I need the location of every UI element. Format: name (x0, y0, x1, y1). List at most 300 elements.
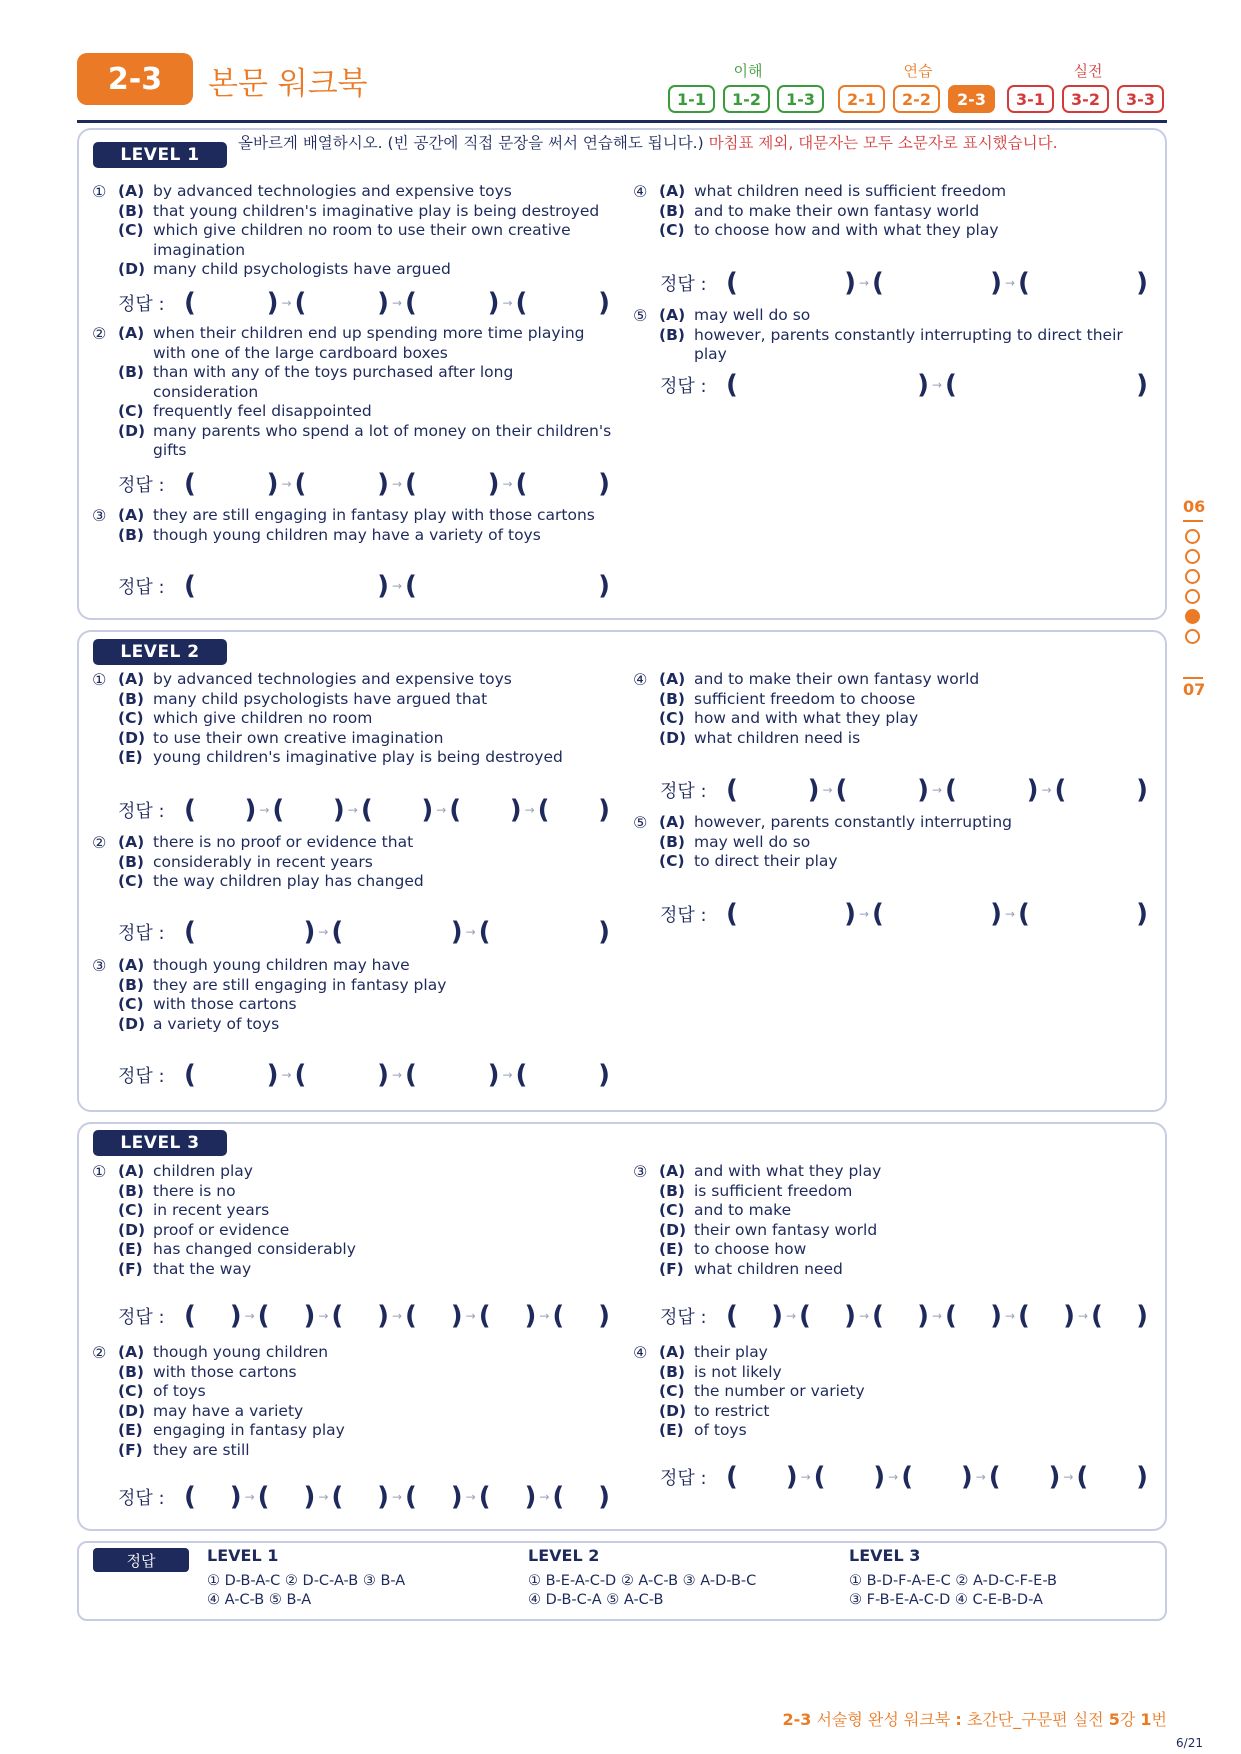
question-number: ③ (92, 956, 107, 975)
answer-line[interactable] (660, 1301, 1148, 1331)
close-paren: ) (598, 1060, 610, 1090)
page-number: 6/21 (1176, 1736, 1203, 1750)
answer-label: 정답 : (660, 1307, 707, 1328)
answer-slot[interactable] (361, 797, 433, 823)
question-options (118, 1162, 622, 1279)
option-text: what children need (694, 1259, 843, 1278)
option-letter: (A) (118, 670, 145, 688)
close-paren: ) (785, 1462, 798, 1492)
answer-slot[interactable] (258, 1484, 316, 1510)
close-paren: ) (377, 288, 389, 318)
close-paren: ) (1136, 370, 1148, 400)
answer-label: 정답 : (118, 475, 165, 496)
option-text: a variety of toys (153, 1014, 280, 1033)
open-paren: ( (813, 1462, 826, 1492)
option-item (118, 202, 622, 222)
open-paren: ( (988, 1462, 1001, 1492)
answer-slot[interactable] (184, 290, 279, 316)
option-item (118, 833, 622, 853)
answer-slot[interactable] (552, 1484, 610, 1510)
answer-slot[interactable] (516, 290, 611, 316)
option-text: may well do so (694, 832, 811, 851)
option-text: may well do so (694, 306, 811, 324)
option-letter: (E) (659, 1240, 684, 1258)
answer-slot[interactable] (901, 1464, 973, 1490)
close-paren: ) (487, 1060, 500, 1090)
option-letter: (B) (118, 1362, 144, 1381)
option-item (118, 221, 622, 260)
answer-slot[interactable] (726, 1464, 798, 1490)
close-paren: ) (960, 1462, 973, 1492)
open-paren: ( (1091, 1301, 1103, 1331)
option-item (118, 1402, 622, 1422)
open-paren: ( (294, 1060, 307, 1090)
close-paren: ) (303, 917, 316, 947)
option-text: of toys (153, 1382, 206, 1400)
option-letter: (A) (118, 182, 145, 200)
open-paren: ( (1018, 899, 1030, 929)
option-letter: (A) (118, 1162, 145, 1180)
step-button-3-2[interactable]: 3-2 (1062, 85, 1109, 113)
arrow-icon: → (318, 925, 329, 939)
arrow-icon: → (858, 907, 870, 921)
option-item (659, 1201, 1153, 1221)
answer-label: 정답 : (118, 923, 165, 944)
answer-slot[interactable] (945, 1303, 1002, 1329)
option-item (659, 1402, 1153, 1422)
close-paren: ) (450, 917, 463, 947)
answer-slot[interactable] (405, 471, 500, 497)
option-text: many child psychologists have argued that (153, 689, 488, 708)
option-letter: (D) (118, 1401, 146, 1420)
close-paren: ) (990, 268, 1002, 298)
option-letter: (C) (118, 402, 144, 420)
close-paren: ) (873, 1462, 886, 1492)
answer-slot[interactable] (945, 777, 1039, 803)
option-item (659, 813, 1153, 833)
answer-slot[interactable] (272, 797, 344, 823)
footer-text-3: 강 (1119, 1710, 1141, 1729)
option-text: which give children no room (153, 709, 373, 727)
arrow-icon: → (1004, 907, 1016, 921)
open-paren: ( (405, 571, 417, 601)
open-paren: ( (1018, 268, 1030, 298)
option-text: what children need is (694, 728, 861, 747)
option-item (118, 182, 622, 202)
close-paren: ) (377, 1482, 390, 1512)
arrow-icon: → (391, 1490, 403, 1504)
close-paren: ) (990, 899, 1002, 929)
option-item (118, 324, 622, 363)
open-paren: ( (872, 1301, 884, 1331)
close-paren: ) (244, 795, 257, 825)
answer-slot[interactable] (726, 1303, 783, 1329)
question-options (118, 506, 622, 545)
answer-slot[interactable] (1055, 777, 1149, 803)
option-text: to direct their play (694, 852, 838, 870)
answer-slot[interactable] (184, 573, 389, 599)
option-item (659, 1343, 1153, 1363)
arrow-icon: → (539, 1490, 550, 1504)
question-number: ⑤ (633, 306, 648, 325)
answer-slot[interactable] (258, 1303, 316, 1329)
open-paren: ( (184, 1301, 196, 1331)
answer-slot[interactable] (1018, 901, 1148, 927)
close-paren: ) (598, 795, 611, 825)
answer-slot[interactable] (479, 1303, 537, 1329)
instruction-main: 올바르게 배열하시오. (빈 공간에 직접 문장을 써서 연습해도 됩니다.) (238, 134, 704, 152)
option-letter: (C) (118, 872, 144, 890)
arrow-icon: → (502, 477, 513, 491)
close-paren: ) (1026, 775, 1039, 805)
question-options (659, 1343, 1153, 1441)
option-text: by advanced technologies and expensive toys (153, 182, 512, 200)
option-text: has changed considerably (153, 1240, 356, 1258)
footer-item: 1 (1140, 1710, 1152, 1729)
option-item (118, 1182, 622, 1202)
arrow-icon: → (785, 1309, 797, 1323)
footer-separator: : (955, 1710, 962, 1729)
option-letter: (A) (118, 1343, 145, 1361)
arrow-icon: → (465, 1490, 476, 1504)
option-letter: (B) (118, 975, 144, 994)
open-paren: ( (1054, 775, 1067, 805)
close-paren: ) (917, 1301, 929, 1331)
answer-label: 정답 : (660, 781, 707, 802)
answer-slot[interactable] (295, 290, 390, 316)
answer-slot[interactable] (726, 270, 856, 296)
arrow-icon: → (281, 1068, 292, 1082)
open-paren: ( (360, 795, 373, 825)
answer-line[interactable] (118, 288, 610, 318)
answer-slot[interactable] (538, 797, 610, 823)
option-letter: (F) (118, 1259, 143, 1278)
answer-label: 정답 : (660, 1468, 707, 1489)
footer-text-4: 번 (1151, 1710, 1167, 1729)
open-paren: ( (515, 469, 528, 499)
option-text: when their children end up spending more time playing with one of the large cardboard boxes (153, 324, 585, 362)
arrow-icon: → (1063, 1470, 1074, 1484)
answer-slot[interactable] (1091, 1303, 1148, 1329)
answer-slot[interactable] (1076, 1464, 1148, 1490)
question-number: ① (92, 670, 107, 689)
option-text: to use their own creative imagination (153, 728, 444, 747)
option-letter: (A) (659, 670, 686, 688)
close-paren: ) (377, 571, 389, 601)
question-options (118, 1343, 622, 1460)
answer-line[interactable] (118, 917, 610, 947)
answer-slot[interactable] (872, 270, 1002, 296)
arrow-icon: → (502, 296, 513, 310)
arrow-icon: → (318, 1309, 329, 1323)
arrow-icon: → (888, 1470, 899, 1484)
close-paren: ) (524, 1301, 537, 1331)
option-text: that the way (153, 1259, 252, 1278)
option-item (118, 670, 622, 690)
close-paren: ) (229, 1482, 242, 1512)
option-item (118, 1363, 622, 1383)
option-letter: (B) (659, 325, 685, 344)
answer-slot[interactable] (405, 573, 610, 599)
step-button-2-2[interactable]: 2-2 (893, 85, 940, 113)
option-letter: (C) (118, 221, 144, 239)
answer-slot[interactable] (945, 372, 1148, 398)
step-group-label: 실전 (1073, 62, 1103, 80)
answer-slot[interactable] (184, 797, 256, 823)
side-index-dot (1185, 629, 1200, 644)
option-text: proof or evidence (153, 1220, 290, 1239)
answer-slot[interactable] (184, 1484, 242, 1510)
open-paren: ( (872, 268, 884, 298)
option-text: their own fantasy world (694, 1220, 878, 1239)
option-letter: (D) (659, 728, 687, 747)
answer-slot[interactable] (184, 471, 279, 497)
level-3-tag: LEVEL 3 (93, 1130, 227, 1156)
answer-line[interactable] (118, 571, 610, 601)
option-text: than with any of the toys purchased after long consideration (153, 363, 514, 401)
option-letter: (C) (118, 1201, 144, 1219)
option-letter: (A) (659, 813, 686, 831)
question-options (118, 324, 622, 461)
answer-line[interactable] (660, 775, 1148, 805)
answer-slot[interactable] (872, 1303, 929, 1329)
answer-slot[interactable] (479, 919, 610, 945)
question-number: ④ (633, 182, 648, 201)
answer-key-level-1-line-2: ④ A-C-B ⑤ B-A (207, 1592, 312, 1608)
answer-slot[interactable] (989, 1464, 1061, 1490)
answer-slot[interactable] (1018, 270, 1148, 296)
answer-line[interactable] (660, 268, 1148, 298)
option-item (118, 709, 622, 729)
arrow-icon: → (244, 1490, 255, 1504)
option-text: the way children play has changed (153, 872, 424, 890)
close-paren: ) (509, 795, 522, 825)
footer (782, 1707, 1167, 1730)
option-letter: (B) (659, 201, 685, 220)
open-paren: ( (945, 370, 957, 400)
answer-line[interactable] (118, 795, 610, 825)
arrow-icon: → (391, 1309, 403, 1323)
answer-slot[interactable] (516, 1062, 611, 1088)
answer-slot[interactable] (331, 1303, 389, 1329)
option-item (118, 690, 622, 710)
option-item (118, 1260, 622, 1280)
answer-line[interactable] (660, 370, 1148, 400)
option-text: engaging in fantasy play (153, 1421, 345, 1439)
answer-slot[interactable] (479, 1484, 537, 1510)
option-item (659, 709, 1153, 729)
answer-label: 정답 : (118, 1488, 165, 1509)
option-letter: (C) (659, 852, 685, 870)
step-button-2-1[interactable]: 2-1 (838, 85, 885, 113)
question-options (118, 833, 622, 892)
answer-slot[interactable] (331, 1484, 389, 1510)
open-paren: ( (515, 288, 528, 318)
option-item (118, 1441, 622, 1461)
arrow-icon: → (244, 1309, 255, 1323)
option-text: in recent years (153, 1201, 270, 1219)
option-letter: (A) (118, 506, 145, 524)
option-letter: (D) (118, 260, 146, 278)
answer-slot[interactable] (726, 901, 856, 927)
level-1-tag: LEVEL 1 (93, 142, 227, 168)
option-letter: (C) (118, 995, 144, 1013)
open-paren: ( (515, 1060, 528, 1090)
header-divider (77, 120, 1167, 123)
option-item (118, 260, 622, 280)
answer-slot[interactable] (552, 1303, 610, 1329)
answer-line[interactable] (660, 1462, 1148, 1492)
close-paren: ) (377, 1301, 390, 1331)
step-button-1-3[interactable]: 1-3 (777, 85, 824, 113)
close-paren: ) (332, 795, 345, 825)
option-item (659, 221, 1153, 241)
open-paren: ( (184, 571, 196, 601)
side-index-dot (1185, 529, 1200, 544)
step-button-3-1[interactable]: 3-1 (1007, 85, 1054, 113)
option-text: is sufficient freedom (694, 1181, 853, 1200)
close-paren: ) (917, 370, 929, 400)
open-paren: ( (552, 1482, 565, 1512)
answer-slot[interactable] (184, 1303, 242, 1329)
answer-slot[interactable] (184, 1062, 279, 1088)
level-2-tag: LEVEL 2 (93, 639, 227, 665)
step-button-3-3[interactable]: 3-3 (1117, 85, 1164, 113)
answer-slot[interactable] (295, 471, 390, 497)
option-letter: (F) (118, 1440, 143, 1459)
option-item (118, 976, 622, 996)
option-letter: (C) (659, 1382, 685, 1400)
open-paren: ( (872, 899, 884, 929)
open-paren: ( (478, 917, 491, 947)
open-paren: ( (405, 469, 417, 499)
answer-key-level-2-line-2: ④ D-B-C-A ⑤ A-C-B (528, 1592, 664, 1608)
arrow-icon: → (391, 477, 403, 491)
option-item (659, 1382, 1153, 1402)
instruction (238, 133, 1143, 153)
option-text: children play (153, 1162, 253, 1180)
option-text: what children need is sufficient freedom (694, 182, 1007, 200)
answer-slot[interactable] (405, 290, 500, 316)
answer-slot[interactable] (405, 1062, 500, 1088)
answer-slot[interactable] (872, 901, 1002, 927)
option-text: though young children (153, 1343, 329, 1361)
option-letter: (D) (118, 728, 146, 747)
arrow-icon: → (391, 296, 403, 310)
option-item (118, 729, 622, 749)
option-item (118, 526, 622, 546)
answer-label: 정답 : (118, 577, 165, 598)
option-text: many child psychologists have argued (153, 260, 451, 278)
answer-line[interactable] (118, 1060, 610, 1090)
arrow-icon: → (931, 378, 943, 392)
open-paren: ( (726, 899, 738, 929)
close-paren: ) (917, 775, 929, 805)
answer-slot[interactable] (331, 919, 462, 945)
open-paren: ( (478, 1482, 491, 1512)
answer-key-level-3-title: LEVEL 3 (849, 1546, 921, 1565)
answer-slot[interactable] (295, 1062, 390, 1088)
arrow-icon: → (391, 1068, 403, 1082)
step-button-1-2[interactable]: 1-2 (723, 85, 770, 113)
answer-slot[interactable] (836, 777, 930, 803)
answer-line[interactable] (118, 469, 610, 499)
close-paren: ) (377, 469, 389, 499)
answer-slot[interactable] (814, 1464, 886, 1490)
option-item (118, 1162, 622, 1182)
answer-slot[interactable] (726, 372, 929, 398)
open-paren: ( (405, 1301, 417, 1331)
step-button-1-1[interactable]: 1-1 (668, 85, 715, 113)
step-button-2-3[interactable]: 2-3 (948, 85, 995, 113)
answer-line[interactable] (660, 899, 1148, 929)
answer-slot[interactable] (799, 1303, 856, 1329)
answer-slot[interactable] (449, 797, 521, 823)
arrow-icon: → (391, 579, 403, 593)
option-item (659, 852, 1153, 872)
side-index-dot (1185, 549, 1200, 564)
open-paren: ( (726, 268, 738, 298)
question-number: ④ (633, 670, 648, 689)
close-paren: ) (844, 1301, 856, 1331)
option-letter: (A) (659, 1343, 686, 1361)
question-number: ④ (633, 1343, 648, 1362)
answer-slot[interactable] (516, 471, 611, 497)
close-paren: ) (844, 899, 856, 929)
answer-slot[interactable] (726, 777, 820, 803)
step-group-label: 연습 (903, 62, 933, 80)
answer-slot[interactable] (184, 919, 315, 945)
answer-slot[interactable] (1018, 1303, 1075, 1329)
answer-line[interactable] (118, 1482, 610, 1512)
close-paren: ) (303, 1301, 316, 1331)
instruction-note: 마침표 제외, 대문자는 모두 소문자로 표시했습니다. (703, 134, 1058, 152)
option-text: of toys (694, 1421, 747, 1439)
option-text: they are still engaging in fantasy play (153, 975, 447, 994)
answer-line[interactable] (118, 1301, 610, 1331)
option-item (659, 690, 1153, 710)
option-text: many parents who spend a lot of money on their children's gifts (153, 421, 612, 459)
arrow-icon: → (931, 1309, 943, 1323)
option-item (118, 1343, 622, 1363)
option-text: by advanced technologies and expensive toys (153, 670, 512, 688)
footer-code: 2-3 (782, 1710, 812, 1729)
option-text: they are still (153, 1440, 250, 1459)
open-paren: ( (184, 1060, 196, 1090)
answer-label: 정답 : (118, 1307, 165, 1328)
answer-slot[interactable] (405, 1484, 463, 1510)
option-item (118, 1015, 622, 1035)
option-text: though young children may have (153, 956, 410, 974)
open-paren: ( (449, 795, 462, 825)
close-paren: ) (1136, 775, 1148, 805)
option-letter: (B) (118, 201, 144, 220)
answer-slot[interactable] (405, 1303, 463, 1329)
arrow-icon: → (465, 925, 476, 939)
page-title: 본문 워크북 (208, 66, 368, 102)
option-text: to choose how and with what they play (694, 221, 999, 239)
question-options (118, 182, 622, 280)
option-letter: (C) (659, 221, 685, 239)
close-paren: ) (1136, 1462, 1148, 1492)
option-item (118, 1240, 622, 1260)
open-paren: ( (184, 1482, 196, 1512)
option-letter: (B) (118, 363, 144, 381)
arrow-icon: → (539, 1309, 550, 1323)
close-paren: ) (266, 288, 279, 318)
option-text: and with what they play (694, 1162, 882, 1180)
answer-label: 정답 : (660, 905, 707, 926)
